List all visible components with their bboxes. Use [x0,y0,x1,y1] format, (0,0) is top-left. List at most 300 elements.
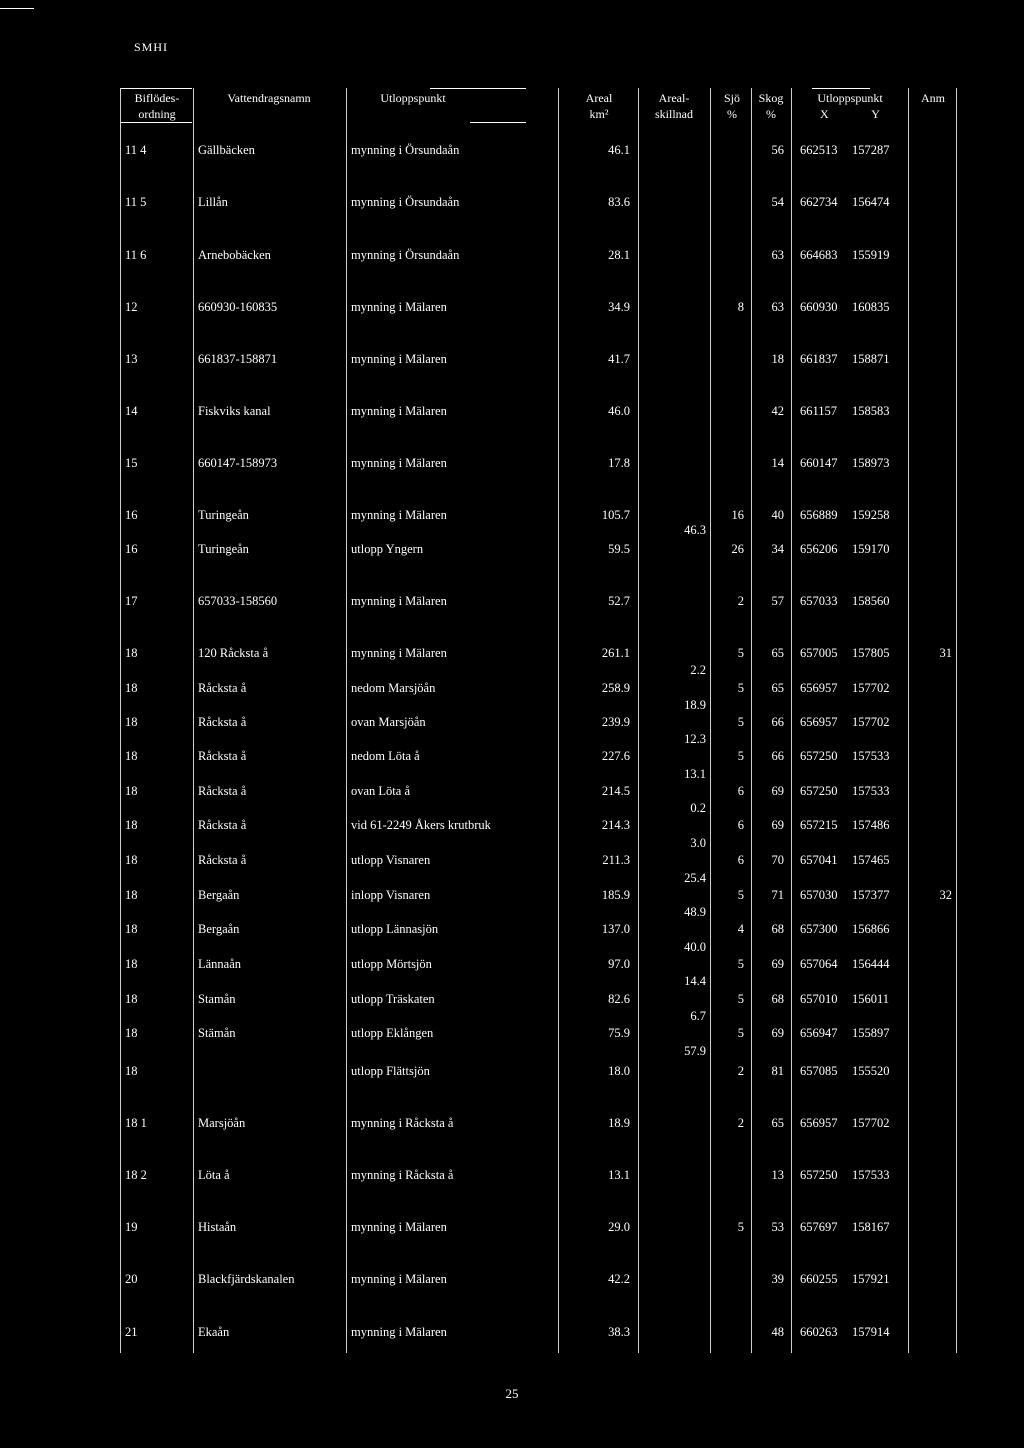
areal-difference-value: 46.3 [684,523,706,537]
table-cell-ord: 12 [125,300,138,314]
table-cell-utl: utlopp Mörtsjön [351,957,432,971]
table-cell-x: 656947 [800,1026,838,1040]
table-cell-skog: 65 [771,681,784,695]
table-cell-skog: 63 [771,248,784,262]
table-cell-areal: 34.9 [608,300,630,314]
table-cell-name: Löta å [198,1168,230,1182]
header-rule [120,122,192,123]
table-cell-skog: 71 [771,888,784,902]
column-rule [791,88,792,1353]
table-cell-areal: 214.3 [601,818,630,832]
table-cell-skog: 40 [771,508,784,522]
header-text: Utloppspunkt [380,91,446,105]
header-utloppspunkt [348,90,478,106]
table-cell-anm [912,749,952,763]
table-cell-sjo: 5 [737,715,744,729]
header-text: skillnad [655,107,693,121]
table-cell-y: 157486 [852,818,890,832]
table-cell-sjo: 4 [737,922,744,936]
table-cell-anm [912,508,952,522]
table-cell-name: Lännaån [198,957,242,971]
table-cell-name: Histaån [198,1220,237,1234]
header-text: % [766,107,776,121]
table-cell-skog: 53 [771,1220,784,1234]
page-number: 25 [505,1386,519,1401]
table-cell-x: 660147 [800,456,838,470]
table-cell-anm [912,818,952,832]
table-cell-utl: inlopp Visnaren [351,888,431,902]
table-cell-name: Blackfjärdskanalen [198,1272,295,1286]
table-cell-name: Stämån [198,1026,236,1040]
table-cell-utl: nedom Löta å [351,749,420,763]
table-cell-name: Arnebobäcken [198,248,271,262]
table-cell-y: 158560 [852,594,890,608]
table-cell-skog: 18 [771,352,784,366]
table-cell-skog: 14 [771,456,784,470]
table-cell-utl: mynning i Mälaren [351,300,447,314]
column-rule [710,88,711,1353]
areal-difference-value: 2.2 [690,663,706,677]
table-cell-name: Turingeån [198,508,249,522]
table-cell-ord: 18 [125,784,138,798]
table-cell-skog: 34 [771,542,784,556]
table-cell-y: 157533 [852,749,890,763]
table-cell-ord: 18 [125,715,138,729]
table-cell-anm: 32 [939,888,952,902]
areal-difference-value: 57.9 [684,1044,706,1058]
header-text: km² [589,107,609,121]
table-cell-name: Fiskviks kanal [198,404,271,418]
header-text: Sjö [723,91,740,105]
table-cell-anm [912,715,952,729]
header-rule [470,122,526,123]
table-cell-skog: 66 [771,715,784,729]
table-cell-y: 156444 [852,957,890,971]
table-cell-sjo: 5 [737,681,744,695]
header-areal [558,90,640,122]
table-cell-sjo: 5 [737,749,744,763]
table-cell-x: 660255 [800,1272,838,1286]
table-cell-anm [912,1064,952,1078]
table-cell-sjo: 6 [737,818,744,832]
table-cell-skog: 65 [771,646,784,660]
table-cell-areal: 52.7 [608,594,630,608]
table-cell-utl: ovan Marsjöån [351,715,426,729]
table-cell-skog: 48 [771,1325,784,1339]
table-cell-anm [912,195,952,209]
table-cell-areal: 227.6 [601,749,630,763]
table-cell-y: 155897 [852,1026,890,1040]
table-cell-name: Råcksta å [198,784,247,798]
table-cell-y: 160835 [852,300,890,314]
table-cell-anm [912,404,952,418]
header-text: Biflödes- [134,91,180,105]
table-cell-anm [912,922,952,936]
table-cell-skog: 68 [771,922,784,936]
table-cell-x: 657250 [800,784,838,798]
header-biflodesordning [122,90,192,122]
header-utloppspunkt-xy [792,90,908,122]
table-cell-y: 157702 [852,1116,890,1130]
table-cell-sjo: 2 [737,594,744,608]
table-cell-y: 157287 [852,143,890,157]
table-cell-ord: 18 [125,992,138,1006]
table-cell-utl: ovan Löta å [351,784,411,798]
table-cell-ord: 21 [125,1325,138,1339]
table-cell-skog: 66 [771,749,784,763]
table-cell-areal: 185.9 [601,888,630,902]
table-cell-areal: 214.5 [601,784,630,798]
table-cell-utl: mynning i Örsundaån [351,143,460,157]
table-cell-ord: 18 [125,1026,138,1040]
table-cell-sjo: 6 [737,853,744,867]
table-cell-name: 661837-158871 [198,352,278,366]
column-rule [558,88,559,1353]
table-cell-sjo: 5 [737,957,744,971]
table-cell-utl: mynning i Mälaren [351,404,447,418]
table-cell-ord: 14 [125,404,138,418]
table-cell-x: 664683 [800,248,838,262]
table-cell-skog: 54 [771,195,784,209]
table-cell-ord: 18 [125,922,138,936]
table-cell-sjo [712,404,744,418]
header-text: Areal- [658,91,690,105]
table-cell-areal: 18.9 [608,1116,630,1130]
table-cell-areal: 105.7 [601,508,630,522]
table-cell-sjo: 8 [737,300,744,314]
table-cell-ord: 18 [125,681,138,695]
table-cell-x: 662734 [800,195,838,209]
table-cell-sjo [712,195,744,209]
table-cell-utl: vid 61-2249 Åkers krutbruk [351,818,491,832]
table-cell-y: 156011 [852,992,890,1006]
table-cell-sjo: 26 [731,542,744,556]
table-cell-anm [912,1168,952,1182]
header-text: X [820,107,829,121]
table-cell-name: Lillån [198,195,228,209]
table-cell-utl: mynning i Mälaren [351,646,447,660]
areal-difference-value: 14.4 [684,974,706,988]
table-cell-sjo [712,248,744,262]
table-cell-areal: 13.1 [608,1168,630,1182]
table-cell-utl: utlopp Flättsjön [351,1064,430,1078]
table-cell-x: 657085 [800,1064,838,1078]
table-cell-skog: 70 [771,853,784,867]
table-cell-y: 157533 [852,784,890,798]
table-cell-utl: utlopp Lännasjön [351,922,439,936]
table-cell-sjo [712,352,744,366]
table-cell-anm [912,784,952,798]
header-text: Y [871,107,880,121]
table-cell-anm [912,957,952,971]
table-cell-name: 657033-158560 [198,594,278,608]
header-rule [430,88,526,89]
table-cell-areal: 75.9 [608,1026,630,1040]
table-cell-name: Bergaån [198,888,240,902]
table-cell-utl: mynning i Mälaren [351,1272,447,1286]
table-cell-y: 155919 [852,248,890,262]
table-cell-ord: 17 [125,594,138,608]
table-cell-y: 158167 [852,1220,890,1234]
table-cell-anm [912,1116,952,1130]
column-rule [638,88,639,1353]
table-cell-ord: 16 [125,508,138,522]
table-cell-x: 656957 [800,715,838,729]
table-cell-y: 157702 [852,715,890,729]
table-cell-ord: 11 6 [125,248,147,262]
table-cell-anm [912,992,952,1006]
table-cell-skog: 81 [771,1064,784,1078]
table-cell-y: 157702 [852,681,890,695]
header-sjo [712,90,752,122]
table-cell-utl: utlopp Träskaten [351,992,435,1006]
header-text: Vattendragsnamn [227,91,311,105]
table-cell-utl: mynning i Mälaren [351,594,447,608]
areal-difference-value: 13.1 [684,767,706,781]
table-cell-skog: 13 [771,1168,784,1182]
table-cell-skog: 57 [771,594,784,608]
table-cell-sjo [712,1168,744,1182]
header-arealskillnad [640,90,708,122]
table-cell-name: Gällbäcken [198,143,255,157]
table-cell-sjo [712,1272,744,1286]
table-cell-y: 157533 [852,1168,890,1182]
table-cell-anm [912,853,952,867]
table-cell-x: 656957 [800,681,838,695]
header-text: Areal [585,91,613,105]
table-cell-areal: 38.3 [608,1325,630,1339]
table-cell-y: 157914 [852,1325,890,1339]
table-cell-anm [912,594,952,608]
table-cell-anm [912,681,952,695]
table-cell-x: 656889 [800,508,838,522]
table-cell-x: 660263 [800,1325,838,1339]
table-cell-utl: mynning i Mälaren [351,456,447,470]
table-cell-sjo: 5 [737,1026,744,1040]
table-cell-x: 657033 [800,594,838,608]
areal-difference-value: 48.9 [684,905,706,919]
table-cell-utl: mynning i Örsundaån [351,195,460,209]
table-cell-areal: 83.6 [608,195,630,209]
table-cell-utl: mynning i Örsundaån [351,248,460,262]
table-cell-areal: 258.9 [601,681,630,695]
table-cell-y: 157805 [852,646,890,660]
table-cell-x: 657697 [800,1220,838,1234]
table-cell-x: 657030 [800,888,838,902]
table-cell-areal: 137.0 [601,922,630,936]
table-cell-y: 158871 [852,352,890,366]
table-cell-skog: 69 [771,784,784,798]
table-cell-x: 657250 [800,1168,838,1182]
table-cell-ord: 18 [125,749,138,763]
agency-label: SMHI [134,40,169,54]
table-cell-ord: 20 [125,1272,138,1286]
table-cell-sjo [712,456,744,470]
table-cell-anm [912,143,952,157]
table-cell-utl: mynning i Råcksta å [351,1116,454,1130]
column-rule [120,88,121,1353]
table-cell-ord: 11 5 [125,195,147,209]
table-cell-areal: 46.1 [608,143,630,157]
table-cell-areal: 97.0 [608,957,630,971]
table-cell-skog: 39 [771,1272,784,1286]
table-cell-anm: 31 [939,646,952,660]
header-text: Utloppspunkt [817,91,883,105]
table-cell-skog: 65 [771,1116,784,1130]
header-text: ordning [138,107,176,121]
table-cell-y: 159170 [852,542,890,556]
table-cell-skog: 42 [771,404,784,418]
areal-difference-value: 18.9 [684,698,706,712]
table-cell-areal: 239.9 [601,715,630,729]
table-cell-ord: 18 [125,818,138,832]
table-cell-areal: 29.0 [608,1220,630,1234]
table-cell-x: 657064 [800,957,838,971]
table-cell-sjo [712,143,744,157]
table-cell-x: 661157 [800,404,838,418]
table-cell-skog: 56 [771,143,784,157]
table-cell-areal: 42.2 [608,1272,630,1286]
table-cell-utl: utlopp Visnaren [351,853,431,867]
table-cell-areal: 46.0 [608,404,630,418]
table-cell-name: Turingeån [198,542,249,556]
table-cell-name: Råcksta å [198,749,247,763]
table-cell-x: 657300 [800,922,838,936]
table-cell-y: 157465 [852,853,890,867]
areal-difference-value: 6.7 [690,1009,706,1023]
column-rule [193,88,194,1353]
table-cell-name: Råcksta å [198,681,247,695]
table-cell-name: Stamån [198,992,236,1006]
areal-difference-value: 25.4 [684,871,706,885]
table-cell-areal: 18.0 [608,1064,630,1078]
header-text: % [727,107,737,121]
table-cell-name: 120 Råcksta å [198,646,269,660]
table-cell-y: 157377 [852,888,890,902]
table-cell-sjo: 2 [737,1064,744,1078]
table-cell-ord: 11 4 [125,143,147,157]
column-rule [346,88,347,1353]
table-cell-areal: 261.1 [601,646,630,660]
table-cell-anm [912,1272,952,1286]
column-rule [908,88,909,1353]
table-cell-ord: 16 [125,542,138,556]
table-cell-utl: mynning i Råcksta å [351,1168,454,1182]
table-cell-ord: 18 [125,853,138,867]
table-cell-anm [912,352,952,366]
table-cell-skog: 68 [771,992,784,1006]
header-rule [812,88,870,89]
table-cell-ord: 19 [125,1220,138,1234]
header-text: Anm [921,91,945,105]
table-cell-sjo: 16 [731,508,744,522]
table-cell-utl: mynning i Mälaren [351,508,447,522]
table-cell-name: Råcksta å [198,715,247,729]
table-cell-utl: utlopp Yngern [351,542,424,556]
table-cell-ord: 13 [125,352,138,366]
header-skog [752,90,790,122]
top-rule [0,8,34,9]
table-cell-areal: 82.6 [608,992,630,1006]
table-cell-anm [912,1325,952,1339]
header-anm [910,90,956,106]
table-cell-anm [912,542,952,556]
table-cell-x: 661837 [800,352,838,366]
table-cell-name: Bergaån [198,922,240,936]
table-cell-areal: 41.7 [608,352,630,366]
areal-difference-value: 0.2 [690,801,706,815]
table-cell-utl: nedom Marsjöån [351,681,436,695]
table-cell-utl: utlopp Eklången [351,1026,434,1040]
table-cell-name: Råcksta å [198,818,247,832]
table-cell-sjo: 5 [737,1220,744,1234]
areal-difference-value: 3.0 [690,836,706,850]
table-cell-y: 156866 [852,922,890,936]
table-cell-sjo: 5 [737,646,744,660]
header-xy [792,106,908,122]
table-cell-name: Ekaån [198,1325,230,1339]
table-cell-utl: mynning i Mälaren [351,352,447,366]
table-cell-x: 657010 [800,992,838,1006]
table-cell-sjo: 5 [737,992,744,1006]
column-rule [956,88,957,1353]
table-cell-ord: 18 [125,888,138,902]
table-cell-name [198,1064,343,1078]
table-cell-x: 656206 [800,542,838,556]
header-text: Skog [758,91,784,105]
table-cell-x: 657250 [800,749,838,763]
table-cell-ord: 15 [125,456,138,470]
table-cell-ord: 18 2 [125,1168,147,1182]
table-cell-skog: 69 [771,1026,784,1040]
table-cell-name: 660147-158973 [198,456,278,470]
table-cell-ord: 18 [125,957,138,971]
table-cell-areal: 28.1 [608,248,630,262]
table-cell-ord: 18 1 [125,1116,147,1130]
table-cell-y: 158973 [852,456,890,470]
table-cell-ord: 18 [125,1064,138,1078]
table-cell-name: 660930-160835 [198,300,278,314]
table-cell-utl: mynning i Mälaren [351,1220,447,1234]
table-cell-x: 657005 [800,646,838,660]
table-cell-areal: 59.5 [608,542,630,556]
table-cell-name: Marsjöån [198,1116,246,1130]
table-cell-sjo: 6 [737,784,744,798]
table-cell-areal: 17.8 [608,456,630,470]
table-cell-skog: 69 [771,818,784,832]
table-cell-y: 158583 [852,404,890,418]
table-cell-anm [912,1220,952,1234]
table-cell-x: 662513 [800,143,838,157]
table-cell-anm [912,248,952,262]
header-vattendragsnamn [194,90,344,106]
table-cell-y: 157921 [852,1272,890,1286]
header-rule [120,88,192,89]
table-cell-ord: 18 [125,646,138,660]
table-cell-name: Råcksta å [198,853,247,867]
table-cell-anm [912,456,952,470]
table-cell-y: 156474 [852,195,890,209]
areal-difference-value: 40.0 [684,940,706,954]
table-cell-y: 155520 [852,1064,890,1078]
table-cell-sjo [712,1325,744,1339]
table-cell-utl: mynning i Mälaren [351,1325,447,1339]
table-cell-areal: 211.3 [602,853,630,867]
table-cell-skog: 63 [771,300,784,314]
table-cell-sjo: 5 [737,888,744,902]
table-cell-x: 656957 [800,1116,838,1130]
table-cell-skog: 69 [771,957,784,971]
